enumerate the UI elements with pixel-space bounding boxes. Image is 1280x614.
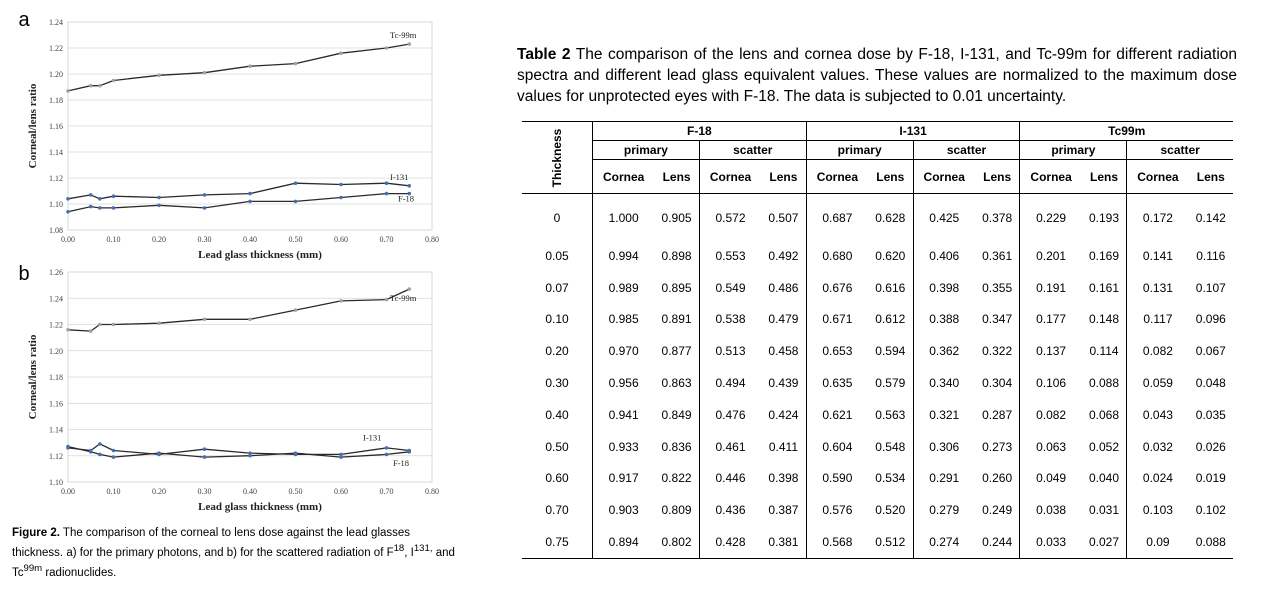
data-point	[248, 200, 252, 204]
thickness-cell: 0.70	[522, 494, 593, 526]
x-tick-label: 0.80	[425, 487, 439, 496]
value-cell: 0.941	[608, 407, 639, 422]
series-line	[68, 444, 409, 455]
table-row	[522, 194, 1233, 241]
value-cell: 0.849	[661, 407, 692, 422]
value-cell: 0.628	[875, 211, 906, 225]
value-cell: 0.287	[982, 407, 1013, 422]
value-cell: 0.411	[768, 439, 798, 454]
y-tick-label: 1.12	[49, 174, 63, 183]
series-label: I-131	[363, 432, 382, 443]
y-axis-title: Corneal/lens ratio	[27, 83, 39, 169]
value-cell: 0.362	[913, 335, 975, 367]
x-tick-label: 0.60	[334, 487, 348, 496]
value-cell: 0.038	[1020, 494, 1082, 526]
value-cell: 0.687	[806, 194, 868, 241]
value-cell: 0.09	[1127, 526, 1189, 558]
data-point	[407, 42, 411, 46]
value-cell: 0.244	[975, 526, 1020, 558]
value-cell: 0.040	[1088, 471, 1120, 486]
value-cell: 0.321	[913, 399, 975, 431]
value-cell: 0.994	[608, 248, 639, 263]
thickness-cell: 0.07	[522, 272, 593, 304]
data-point	[385, 446, 389, 450]
value-cell: 0.304	[982, 376, 1013, 391]
x-tick-label: 0.10	[106, 487, 121, 496]
y-tick-label: 1.14	[49, 148, 63, 157]
data-point	[339, 455, 343, 459]
value-cell: 0.088	[1088, 376, 1120, 391]
value-cell: 0.398	[913, 272, 975, 304]
table-row	[522, 526, 1233, 558]
figure-caption-text: and Tc	[12, 546, 455, 579]
x-tick-label: 0.40	[243, 235, 257, 244]
value-cell: 0.439	[768, 376, 799, 391]
figure-caption-text: The comparison of the corneal to lens dose against the lead glasses thickness. a) for the primary photons, and b) for the scattered radiation of F	[12, 527, 411, 559]
value-cell: 0.903	[608, 503, 639, 518]
y-axis-title: Corneal/lens ratio	[27, 334, 39, 420]
x-tick-label: 0.30	[197, 235, 212, 244]
value-cell: 0.141	[1127, 240, 1189, 272]
value-cell: 0.169	[1088, 248, 1120, 263]
value-cell: 0.032	[1127, 431, 1189, 463]
value-cell: 0.273	[982, 439, 1013, 454]
value-cell: 0.494	[699, 367, 761, 399]
thickness-cell: 0.05	[522, 240, 593, 272]
x-tick-label: 0.20	[152, 487, 166, 496]
value-cell: 0.486	[768, 280, 799, 295]
value-cell: 0.096	[1195, 312, 1226, 327]
data-point	[112, 194, 116, 198]
y-tick-label: 1.26	[49, 268, 63, 277]
value-cell: 0.260	[982, 471, 1013, 486]
value-cell: 0.917	[608, 471, 639, 486]
value-cell: 0.985	[608, 312, 639, 327]
value-cell: 0.049	[1020, 463, 1082, 495]
thickness-cell: 0.75	[522, 526, 593, 558]
value-cell: 0.898	[661, 248, 692, 263]
value-cell: 0.612	[875, 312, 906, 327]
value-cell: 0.201	[1020, 240, 1082, 272]
value-cell: 0.274	[913, 526, 975, 558]
column-header: Lens	[654, 160, 699, 194]
value-cell: 0.905	[661, 211, 692, 225]
data-point	[203, 193, 207, 197]
x-tick-label: 0.00	[61, 235, 75, 244]
value-cell: 0.024	[1127, 463, 1189, 495]
figure-caption-label: Figure 2.	[12, 527, 60, 539]
data-point	[89, 329, 93, 333]
y-tick-label: 1.08	[49, 226, 63, 235]
value-cell: 0.822	[661, 471, 692, 486]
thickness-cell: 0.20	[522, 335, 593, 367]
thickness-cell: 0.60	[522, 463, 593, 495]
thickness-cell: 0.40	[522, 399, 593, 431]
data-point	[66, 197, 70, 201]
x-tick-label: 0.70	[379, 235, 394, 244]
value-cell: 0.512	[868, 526, 913, 558]
value-cell: 0.676	[806, 272, 868, 304]
data-point	[112, 449, 116, 453]
data-point	[98, 206, 102, 210]
value-cell: 0.249	[982, 503, 1013, 518]
data-point	[407, 450, 411, 454]
value-cell: 0.340	[913, 367, 975, 399]
data-point	[294, 181, 298, 185]
value-cell: 0.048	[1195, 376, 1226, 391]
data-point	[157, 451, 161, 455]
data-point	[98, 84, 102, 88]
thickness-cell: 0.30	[522, 367, 593, 399]
value-cell: 0.347	[982, 312, 1013, 327]
series-line	[68, 44, 409, 91]
value-cell: 0.576	[806, 494, 868, 526]
value-cell: 0.970	[608, 344, 639, 359]
column-header: Cornea	[913, 160, 975, 194]
y-tick-label: 1.20	[49, 70, 63, 79]
data-point	[248, 317, 252, 321]
value-cell: 0.082	[1127, 335, 1189, 367]
data-point	[385, 192, 389, 196]
data-point	[385, 298, 389, 302]
y-tick-label: 1.18	[49, 373, 63, 382]
value-cell: 0.895	[661, 280, 692, 295]
value-cell: 0.428	[699, 526, 761, 558]
value-cell: 0.322	[982, 344, 1013, 359]
value-cell: 0.103	[1127, 494, 1189, 526]
data-point	[157, 74, 161, 78]
subgroup-header: primary	[593, 141, 700, 160]
data-point	[294, 200, 298, 204]
x-tick-label: 0.80	[425, 235, 439, 244]
y-tick-label: 1.22	[49, 320, 63, 330]
value-cell: 0.355	[982, 280, 1013, 295]
data-point	[89, 450, 93, 454]
column-header: Cornea	[806, 160, 868, 194]
x-tick-label: 0.60	[334, 235, 348, 244]
value-cell: 0.933	[608, 439, 639, 454]
value-cell: 0.513	[699, 335, 761, 367]
group-header-i131: I-131	[806, 122, 1020, 141]
value-cell: 0.142	[1195, 211, 1226, 225]
data-point	[407, 184, 411, 188]
dose-table	[522, 121, 1233, 559]
table-caption	[517, 44, 1237, 107]
data-point	[203, 455, 207, 459]
value-cell: 0.590	[806, 463, 868, 495]
value-cell: 0.436	[699, 494, 761, 526]
column-header: Lens	[1189, 160, 1233, 194]
value-cell: 0.594	[875, 344, 906, 359]
value-cell: 0.114	[1089, 344, 1119, 359]
value-cell: 0.476	[699, 399, 761, 431]
data-point	[294, 62, 298, 66]
data-point	[407, 287, 411, 291]
value-cell: 0.538	[699, 304, 761, 336]
y-tick-label: 1.18	[49, 96, 63, 105]
figure-caption-sup: 99m	[23, 562, 43, 574]
x-tick-label: 0.70	[379, 487, 394, 496]
data-point	[248, 64, 252, 68]
data-point	[157, 321, 161, 325]
data-point	[98, 453, 102, 457]
value-cell: 0.653	[806, 335, 868, 367]
table-row	[522, 335, 1233, 367]
column-header: Lens	[975, 160, 1020, 194]
value-cell: 0.671	[806, 304, 868, 336]
series-label: I-131	[390, 171, 409, 182]
series-label: F-18	[398, 193, 415, 204]
data-point	[294, 308, 298, 312]
value-cell: 0.291	[913, 463, 975, 495]
x-tick-label: 0.30	[197, 487, 212, 496]
data-point	[98, 442, 102, 446]
value-cell: 0.548	[875, 439, 906, 454]
value-cell: 0.894	[593, 526, 655, 558]
table-row	[522, 399, 1233, 431]
table-row	[522, 367, 1233, 399]
data-point	[89, 205, 93, 209]
value-cell: 0.989	[608, 280, 639, 295]
value-cell: 0.052	[1088, 439, 1120, 454]
data-point	[339, 299, 343, 303]
thickness-cell: 0	[522, 194, 593, 241]
data-point	[66, 445, 70, 449]
table-row	[522, 272, 1233, 304]
value-cell: 0.568	[806, 526, 868, 558]
value-cell: 0.107	[1195, 280, 1226, 295]
x-tick-label: 0.40	[243, 487, 257, 496]
series-label: Tc-99m	[390, 30, 417, 41]
value-cell: 0.458	[768, 344, 799, 359]
data-point	[339, 196, 343, 200]
data-point	[203, 447, 207, 451]
value-cell: 0.306	[913, 431, 975, 463]
data-point	[385, 453, 389, 457]
data-point	[157, 204, 161, 208]
table-body	[522, 194, 1233, 559]
value-cell: 0.381	[761, 526, 806, 558]
value-cell: 0.388	[913, 304, 975, 336]
data-point	[98, 197, 102, 201]
value-cell: 0.148	[1088, 312, 1120, 327]
data-point	[339, 51, 343, 55]
data-point	[385, 181, 389, 185]
y-tick-label: 1.16	[49, 122, 63, 131]
x-tick-label: 0.50	[288, 235, 303, 244]
value-cell: 0.378	[982, 211, 1013, 225]
value-cell: 0.620	[875, 248, 906, 263]
value-cell: 0.836	[661, 439, 692, 454]
value-cell: 0.425	[913, 194, 975, 241]
value-cell: 0.117	[1127, 304, 1189, 336]
value-cell: 0.229	[1020, 194, 1082, 241]
value-cell: 0.088	[1189, 526, 1233, 558]
data-point	[112, 79, 116, 83]
data-point	[66, 328, 70, 332]
value-cell: 0.177	[1020, 304, 1082, 336]
table-row	[522, 494, 1233, 526]
data-point	[157, 196, 161, 200]
value-cell: 0.956	[608, 376, 639, 391]
column-header: Lens	[868, 160, 913, 194]
data-point	[66, 210, 70, 214]
value-cell: 0.572	[699, 194, 761, 241]
value-cell: 0.131	[1127, 272, 1189, 304]
data-point	[339, 183, 343, 187]
value-cell: 0.019	[1195, 471, 1226, 486]
value-cell: 0.027	[1082, 526, 1127, 558]
value-cell: 0.035	[1195, 407, 1226, 422]
value-cell: 0.193	[1088, 211, 1120, 225]
column-header: Cornea	[1020, 160, 1082, 194]
value-cell: 0.279	[913, 494, 975, 526]
value-cell: 0.604	[806, 431, 868, 463]
figure-caption-text: , I	[404, 546, 414, 559]
value-cell: 0.172	[1127, 194, 1189, 241]
value-cell: 0.891	[661, 312, 692, 327]
data-point	[112, 323, 116, 327]
value-cell: 0.082	[1020, 399, 1082, 431]
y-tick-label: 1.10	[49, 200, 63, 209]
table-caption-text: The comparison of the lens and cornea dose by F-18, I-131, and Tc-99m for different radiation spectra and different lead glass equivalent values. These values are normalized to the maximum dose values for unprotected eyes with F-18. The data is subjected to 0.01 uncertainty.	[517, 46, 1237, 105]
group-header-f18: F-18	[593, 122, 807, 141]
value-cell: 0.102	[1195, 503, 1226, 518]
data-point	[112, 455, 116, 459]
figure-caption	[12, 526, 457, 581]
value-cell: 0.068	[1088, 407, 1120, 422]
value-cell: 0.387	[768, 503, 799, 518]
value-cell: 0.616	[875, 280, 906, 295]
y-tick-label: 1.24	[49, 294, 63, 304]
data-point	[89, 84, 93, 88]
value-cell: 0.137	[1020, 335, 1082, 367]
value-cell: 0.446	[699, 463, 761, 495]
thickness-header: Thickness	[522, 122, 593, 194]
column-header: Cornea	[593, 160, 655, 194]
x-tick-label: 0.50	[288, 487, 303, 496]
figure-2-charts	[0, 0, 470, 525]
value-cell: 0.553	[699, 240, 761, 272]
value-cell: 0.033	[1020, 526, 1082, 558]
data-point	[248, 192, 252, 196]
table-caption-label: Table 2	[517, 46, 571, 63]
figure-caption-sup: 18	[393, 543, 405, 554]
value-cell: 0.398	[768, 471, 799, 486]
subgroup-header: primary	[806, 141, 913, 160]
value-cell: 0.161	[1088, 280, 1120, 295]
value-cell: 0.059	[1127, 367, 1189, 399]
value-cell: 0.063	[1020, 431, 1082, 463]
data-point	[203, 71, 207, 75]
value-cell: 0.863	[661, 376, 692, 391]
value-cell: 0.507	[768, 211, 799, 225]
value-cell: 0.116	[1196, 248, 1226, 263]
y-tick-label: 1.24	[49, 18, 63, 27]
value-cell: 0.520	[875, 503, 906, 518]
y-tick-label: 1.14	[49, 425, 63, 435]
value-cell: 1.000	[608, 211, 639, 225]
data-point	[89, 193, 93, 197]
value-cell: 0.361	[982, 248, 1013, 263]
panel-label: a	[18, 9, 30, 31]
value-cell: 0.043	[1127, 399, 1189, 431]
thickness-cell: 0.50	[522, 431, 593, 463]
value-cell: 0.579	[875, 376, 906, 391]
x-tick-label: 0.00	[61, 487, 75, 496]
value-cell: 0.802	[654, 526, 699, 558]
data-point	[203, 206, 207, 210]
table-row	[522, 240, 1233, 272]
figure-caption-sup: 131,	[413, 543, 433, 554]
table-row	[522, 304, 1233, 336]
data-point	[66, 89, 70, 93]
column-header: Cornea	[1127, 160, 1189, 194]
value-cell: 0.621	[806, 399, 868, 431]
data-point	[98, 323, 102, 327]
y-tick-label: 1.12	[49, 451, 63, 461]
x-tick-label: 0.10	[106, 235, 121, 244]
column-header: Cornea	[699, 160, 761, 194]
value-cell: 0.031	[1088, 503, 1120, 518]
subgroup-header: primary	[1020, 141, 1127, 160]
value-cell: 0.680	[806, 240, 868, 272]
subgroup-header: scatter	[1127, 141, 1233, 160]
table-row	[522, 463, 1233, 495]
column-header: Lens	[761, 160, 806, 194]
value-cell: 0.534	[875, 471, 906, 486]
series-label: Tc-99m	[390, 293, 417, 304]
value-cell: 0.549	[699, 272, 761, 304]
y-tick-label: 1.16	[49, 399, 63, 409]
y-tick-label: 1.20	[49, 346, 63, 356]
subgroup-header: scatter	[913, 141, 1020, 160]
figure-caption-text: radionuclides.	[42, 566, 117, 579]
series-label: F-18	[393, 457, 410, 468]
group-header-tc99m: Tc99m	[1020, 122, 1233, 141]
data-point	[294, 451, 298, 455]
value-cell: 0.492	[768, 248, 799, 263]
x-axis-title: Lead glass thickness (mm)	[198, 249, 322, 261]
value-cell: 0.026	[1195, 439, 1226, 454]
data-point	[203, 317, 207, 321]
data-point	[248, 454, 252, 458]
data-point	[112, 206, 116, 210]
value-cell: 0.424	[768, 407, 799, 422]
value-cell: 0.461	[699, 431, 761, 463]
thickness-cell: 0.10	[522, 304, 593, 336]
value-cell: 0.563	[875, 407, 906, 422]
table-row	[522, 431, 1233, 463]
subgroup-header: scatter	[699, 141, 806, 160]
x-axis-title: Lead glass thickness (mm)	[198, 501, 322, 513]
value-cell: 0.809	[661, 503, 692, 518]
y-tick-label: 1.22	[49, 44, 63, 53]
data-point	[385, 46, 389, 50]
value-cell: 0.106	[1020, 367, 1082, 399]
value-cell: 0.067	[1195, 344, 1226, 359]
y-tick-label: 1.10	[49, 478, 63, 487]
panel-label: b	[18, 263, 30, 285]
value-cell: 0.479	[768, 312, 799, 327]
x-tick-label: 0.20	[152, 235, 166, 244]
value-cell: 0.635	[806, 367, 868, 399]
value-cell: 0.877	[661, 344, 692, 359]
value-cell: 0.191	[1020, 272, 1082, 304]
column-header: Lens	[1082, 160, 1127, 194]
value-cell: 0.406	[913, 240, 975, 272]
